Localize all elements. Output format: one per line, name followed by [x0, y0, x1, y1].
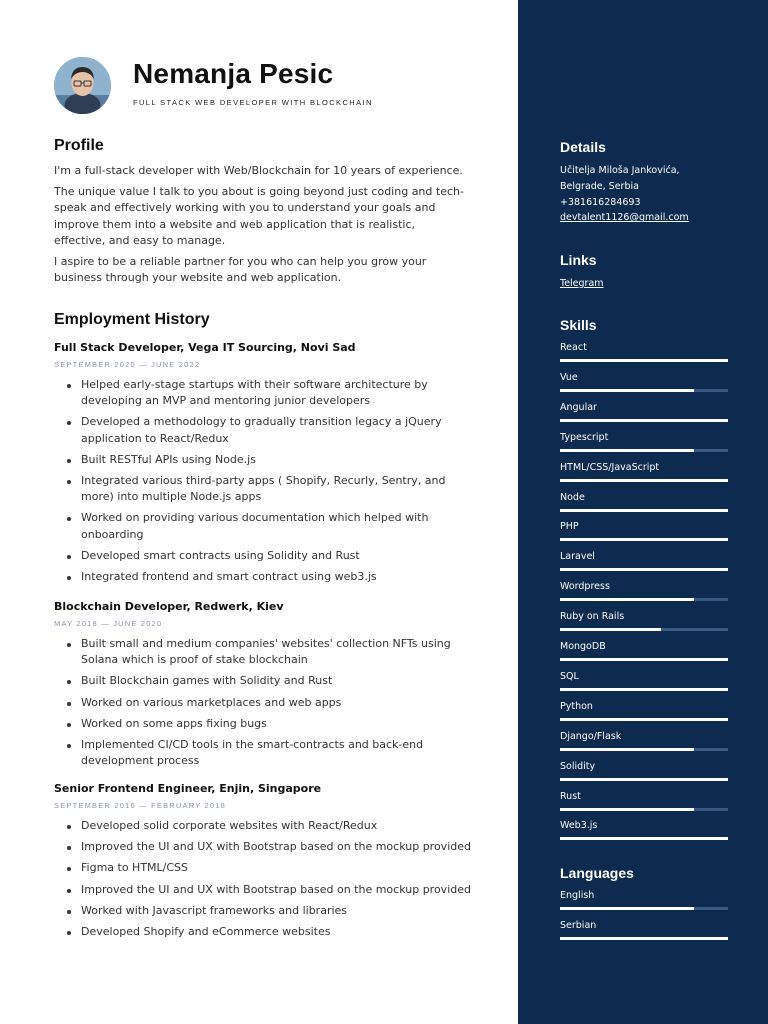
skill-label: Solidity [560, 760, 596, 772]
skill-item [560, 671, 728, 691]
job-bullet: Built Blockchain games with Solidity and Rust [54, 673, 474, 689]
skill-level-fill [560, 688, 728, 691]
job-dates: SEPTEMBER 2020 — JUNE 2022 [54, 360, 201, 369]
skill-item [560, 761, 728, 781]
skill-level-fill [560, 658, 728, 661]
skill-label: Vue [560, 371, 578, 383]
skill-item [560, 342, 728, 362]
language-level-bar [560, 937, 728, 940]
skill-label: Wordpress [560, 581, 610, 593]
job-role: Blockchain Developer, Redwerk, Kiev [54, 600, 284, 613]
skill-level-fill [560, 598, 694, 601]
skill-item [560, 372, 728, 392]
skill-level-fill [560, 509, 728, 512]
skill-item [560, 611, 728, 631]
skill-level-fill [560, 837, 728, 840]
skill-level-bar [560, 778, 728, 781]
skill-label: SQL [560, 670, 579, 682]
job-bullet: Built small and medium companies' websites' collection NFTs using Solana which is proof of stake blockchain [54, 636, 474, 668]
skill-level-fill [560, 359, 728, 362]
phone-number: +381616284693 [560, 196, 641, 208]
job-bullet: Helped early-stage startups with their software architecture by developing an MVP and mentoring junior developers [54, 377, 474, 409]
job-bullet: Worked on providing various documentation which helped with onboarding [54, 510, 474, 542]
job-bullet: Developed solid corporate websites with React/Redux [54, 818, 474, 834]
language-label: English [560, 890, 595, 901]
skill-level-fill [560, 718, 728, 721]
skill-level-bar [560, 359, 728, 362]
skill-item [560, 791, 728, 811]
details-heading: Details [560, 139, 606, 155]
telegram-link[interactable]: Telegram [560, 278, 604, 289]
job-bullets [54, 377, 474, 585]
email-link[interactable]: devtalent1126@gmail.com [560, 212, 689, 224]
profile-text [54, 163, 469, 291]
language-level-fill [560, 907, 694, 910]
skill-label: Rust [560, 790, 581, 802]
skill-label: Node [560, 491, 585, 503]
skill-item [560, 641, 728, 661]
skill-label: Python [560, 700, 593, 712]
links-heading: Links [560, 252, 597, 268]
skill-level-bar [560, 389, 728, 392]
language-label: Serbian [560, 919, 597, 931]
job-role: Senior Frontend Engineer, Enjin, Singapore [54, 782, 322, 795]
skill-level-bar [560, 509, 728, 512]
skill-label: Laravel [560, 551, 595, 563]
language-item [560, 890, 728, 910]
skill-level-fill [560, 568, 728, 571]
job-bullet: Improved the UI and UX with Bootstrap based on the mockup provided [54, 839, 474, 855]
profile-paragraph: The unique value I talk to you about is going beyond just coding and tech-speak and effectively working with you to understand your goals and improve them into a website and web application that is realistic, effective, and easy to manage. [54, 185, 464, 247]
job-entry [54, 600, 474, 774]
job-bullet: Implemented CI/CD tools in the smart-contracts and back-end development process [54, 737, 474, 769]
skill-level-fill [560, 628, 661, 631]
job-bullet: Worked on some apps fixing bugs [54, 716, 474, 732]
job-role: Full Stack Developer, Vega IT Sourcing, Novi Sad [54, 341, 356, 354]
links-block [560, 276, 740, 292]
skill-label: React [560, 342, 587, 353]
skill-label: Ruby on Rails [560, 611, 625, 623]
skill-item [560, 701, 728, 721]
skill-item [560, 731, 728, 751]
avatar [54, 57, 111, 114]
skill-level-bar [560, 568, 728, 571]
skill-level-bar [560, 479, 728, 482]
job-bullets [54, 818, 474, 940]
skill-level-bar [560, 628, 728, 631]
job-dates: SEPTEMBER 2016 — FEBRUARY 2018 [54, 801, 227, 810]
skill-level-bar [560, 658, 728, 661]
job-bullet: Worked on various marketplaces and web apps [54, 695, 474, 711]
skill-level-fill [560, 778, 728, 781]
skill-level-bar [560, 538, 728, 541]
job-bullet: Built RESTful APIs using Node.js [54, 452, 474, 468]
address-line: Učitelja Miloša Jankovića, [560, 165, 680, 176]
skill-level-bar [560, 688, 728, 691]
skill-level-fill [560, 479, 728, 482]
skill-level-bar [560, 718, 728, 721]
candidate-title: FULL STACK WEB DEVELOPER WITH BLOCKCHAIN [133, 98, 373, 107]
skill-level-fill [560, 808, 694, 811]
language-item [560, 920, 728, 940]
skill-label: Typescript [560, 431, 609, 443]
sidebar [518, 0, 768, 1024]
job-bullet: Developed smart contracts using Solidity and Rust [54, 548, 474, 564]
skill-label: Angular [560, 401, 597, 413]
profile-paragraph: I aspire to be a reliable partner for you who can help you grow your business through your website and web application. [54, 255, 427, 285]
skill-item [560, 551, 728, 571]
skill-item [560, 581, 728, 601]
skill-label: MongoDB [560, 641, 606, 652]
skills-heading: Skills [560, 317, 597, 333]
skill-level-bar [560, 837, 728, 840]
job-bullet: Worked with Javascript frameworks and libraries [54, 903, 474, 919]
job-bullet: Developed a methodology to gradually transition legacy a jQuery application to React/Redux [54, 414, 474, 446]
skill-label: HTML/CSS/JavaScript [560, 461, 660, 473]
skill-item [560, 492, 728, 512]
language-level-fill [560, 937, 728, 940]
skill-level-bar [560, 598, 728, 601]
profile-paragraph: I'm a full-stack developer with Web/Blockchain for 10 years of experience. [54, 164, 463, 177]
candidate-name: Nemanja Pesic [133, 58, 334, 89]
job-bullet: Developed Shopify and eCommerce websites [54, 924, 474, 940]
skill-level-fill [560, 419, 728, 422]
job-dates: MAY 2018 — JUNE 2020 [54, 619, 163, 628]
skill-level-fill [560, 389, 694, 392]
skill-item [560, 521, 728, 541]
skill-level-bar [560, 808, 728, 811]
skill-level-fill [560, 449, 694, 452]
skill-level-bar [560, 419, 728, 422]
skill-item [560, 820, 728, 840]
job-entry [54, 341, 474, 590]
job-bullet: Integrated various third-party apps ( Shopify, Recurly, Sentry, and more) into multiple Node.js apps [54, 473, 474, 505]
employment-heading: Employment History [54, 311, 210, 328]
job-bullet: Improved the UI and UX with Bootstrap based on the mockup provided [54, 882, 474, 898]
skill-label: Web3.js [560, 820, 598, 832]
job-bullet: Integrated frontend and smart contract using web3.js [54, 569, 474, 585]
skill-level-fill [560, 538, 728, 541]
skill-item [560, 402, 728, 422]
skill-item [560, 462, 728, 482]
skill-level-bar [560, 449, 728, 452]
languages-heading: Languages [560, 865, 634, 881]
job-bullets [54, 636, 474, 769]
job-bullet: Figma to HTML/CSS [54, 860, 474, 876]
skill-level-bar [560, 748, 728, 751]
address-line: Belgrade, Serbia [560, 180, 639, 192]
skill-label: PHP [560, 521, 579, 533]
language-level-bar [560, 907, 728, 910]
skill-label: Django/Flask [560, 730, 622, 742]
job-entry [54, 782, 474, 945]
skill-item [560, 432, 728, 452]
skill-level-fill [560, 748, 694, 751]
details-block [560, 163, 740, 226]
profile-heading: Profile [54, 137, 104, 154]
